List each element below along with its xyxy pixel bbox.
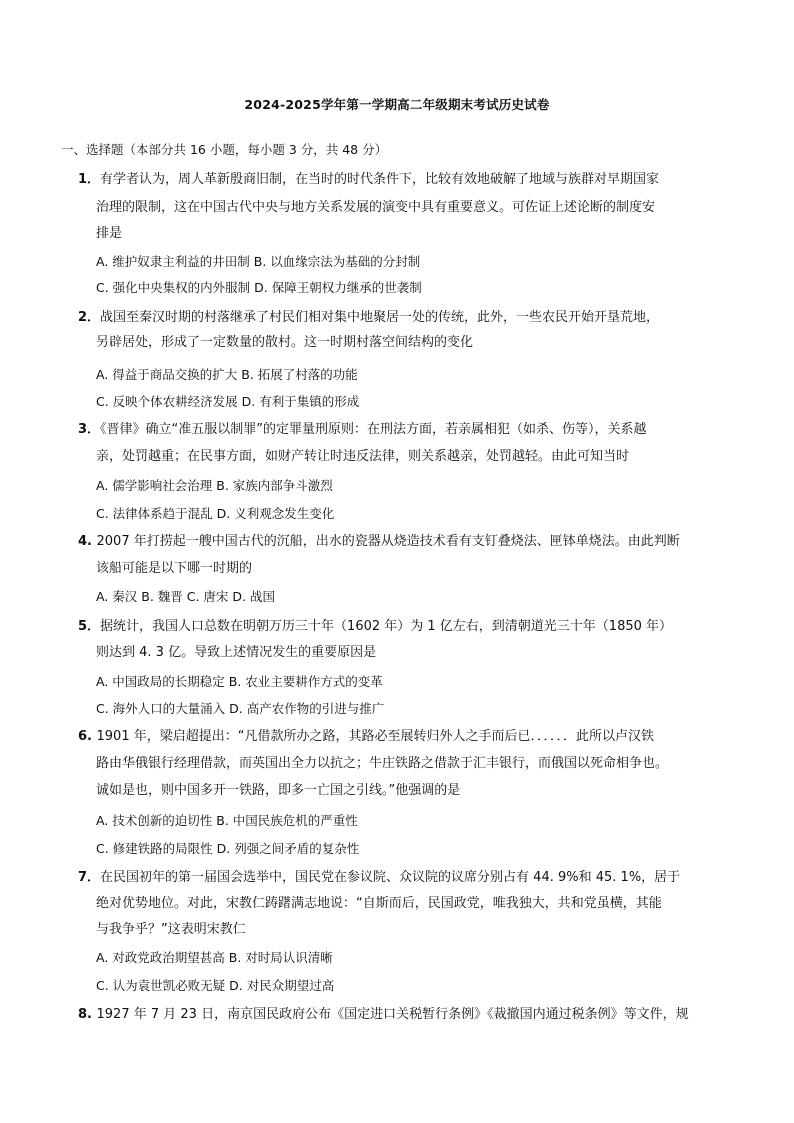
question-3-options: A. 儒学影响社会治理 B. 家族内部争斗激烈 [96, 478, 333, 493]
question-number: 3． [78, 422, 101, 437]
question-number: 1． [78, 172, 101, 187]
question-text: 有学者认为，周人革新殷商旧制，在当时的时代条件下，比较有效地破解了地域与族群对早期国家 [100, 172, 660, 187]
question-7-options: C. 认为袁世凯必败无疑 D. 对民众期望过高 [96, 978, 335, 993]
question-2-line [78, 309, 659, 327]
question-text: 2007 年打捞起一艘中国古代的沉船，出水的瓷器从烧造技术看有支钉叠烧法、匣钵单烧法。由此判断 [96, 534, 680, 549]
question-7-options: A. 对政党政治期望甚高 B. 对时局认识清晰 [96, 950, 333, 965]
question-text: 1927 年 7 月 23 日，南京国民政府公布《国定进口关税暂行条例》《裁撤国内通过税条例》等文件，规 [96, 1007, 689, 1022]
question-4-options: A. 秦汉 B. 魏晋 C. 唐宋 D. 战国 [96, 589, 275, 604]
question-number: 5． [78, 619, 101, 634]
question-6-line [78, 728, 654, 746]
question-6-line [96, 755, 668, 773]
question-number: 4. [78, 534, 97, 549]
question-text: 排是 [96, 226, 123, 241]
question-text: 该船可能是以下哪一时期的 [96, 561, 253, 576]
question-text: 则达到 4. 3 亿。导致上述情况发生的重要原因是 [96, 645, 377, 660]
question-5-options: A. 中国政局的长期稳定 B. 农业主要耕作方式的变革 [96, 674, 383, 689]
question-4-line [96, 560, 252, 578]
question-number: 7． [78, 870, 101, 885]
question-text: 绝对优势地位。对此，宋教仁踌躇满志地说：“自斯而后，民国政党，唯我独大，共和党虽横，其能 [96, 896, 662, 911]
question-number: 2． [78, 310, 101, 325]
question-3-line [78, 421, 647, 439]
question-number: 6. [78, 729, 97, 744]
question-text: 路由华俄银行经理借款，而英国出全力以抗之；牛庄铁路之借款于汇丰银行，而俄国以死命相争也。 [96, 756, 669, 771]
question-3-line [96, 448, 629, 466]
question-text: 治理的限制，这在中国古代中央与地方关系发展的演变中具有重要意义。可佐证上述论断的制度安 [96, 200, 656, 215]
question-text: 亲，处罚越重；在民事方面，如财产转让时违反法律，则关系越亲，处罚越轻。由此可知当时 [96, 449, 630, 464]
question-7-line [96, 895, 662, 913]
question-text: 《晋律》确立“准五服以制罪”的定罪量刑原则：在刑法方面，若亲属相犯（如杀、伤等），关系越 [100, 422, 647, 437]
question-5-line [78, 618, 672, 636]
question-1-options: A. 维护奴隶主利益的井田制 B. 以血缘宗法为基础的分封制 [96, 254, 421, 269]
question-3-options: C. 法律体系趋于混乱 D. 义利观念发生变化 [96, 506, 335, 521]
question-8-line [78, 1006, 689, 1024]
question-2-line [96, 334, 473, 352]
question-1-options: C. 强化中央集权的内外服制 D. 保障王朝权力继承的世袭制 [96, 280, 422, 295]
question-text: 与我争乎？”这表明宋教仁 [96, 922, 246, 937]
question-6-options: C. 修建铁路的局限性 D. 列强之间矛盾的复杂性 [96, 841, 360, 856]
question-number: 8. [78, 1007, 97, 1022]
question-1-line [96, 225, 122, 243]
question-4-line [78, 533, 680, 551]
question-1-line [78, 171, 659, 189]
question-text: 另辟居处，形成了一定数量的散村。这一时期村落空间结构的变化 [96, 335, 474, 350]
page-title: 2024-2025学年第一学期高二年级期末考试历史试卷 [244, 97, 550, 112]
question-1-line [96, 199, 655, 217]
question-5-line [96, 644, 376, 662]
question-text: 诚如是也，则中国多开一铁路，即多一亡国之引线。”他强调的是 [96, 783, 461, 798]
question-2-options: C. 反映个体农耕经济发展 D. 有利于集镇的形成 [96, 394, 360, 409]
question-7-line [96, 921, 246, 939]
question-6-options: A. 技术创新的迫切性 B. 中国民族危机的严重性 [96, 813, 358, 828]
question-text: 在民国初年的第一届国会选举中，国民党在参议院、众议院的议席分别占有 44. 9%和 45. 1%，居于 [100, 870, 681, 885]
question-5-options: C. 海外人口的大量涌入 D. 高产农作物的引进与推广 [96, 701, 385, 716]
question-7-line [78, 869, 680, 887]
section-heading: 一、选择题（本部分共 16 小题，每小题 3 分，共 48 分） [61, 142, 388, 157]
question-text: 战国至秦汉时期的村落继承了村民们相对集中地聚居一处的传统，此外，一些农民开始开垦荒地， [100, 310, 660, 325]
question-text: 1901 年，梁启超提出：“凡借款所办之路，其路必至展转归外人之手而后已．．．．．．此所以卢汉铁 [96, 729, 654, 744]
question-6-line [96, 782, 460, 800]
question-text: 据统计，我国人口总数在明朝万历三十年（1602 年）为 1 亿左右，到清朝道光三十年（1850 年） [100, 619, 673, 634]
question-2-options: A. 得益于商品交换的扩大 B. 拓展了村落的功能 [96, 367, 358, 382]
